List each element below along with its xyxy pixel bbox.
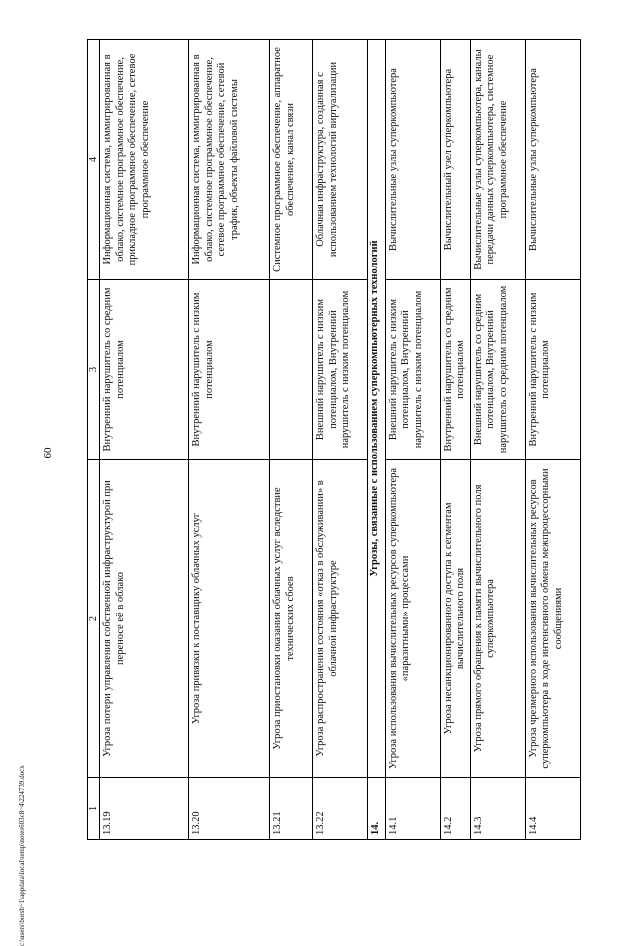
section-title: Угрозы, связанные с использованием суперкомпьютерных технологий [368,40,386,778]
header-col-1: 1 [88,778,100,840]
table-row [100,40,189,840]
table-row [440,40,470,840]
threat-number: 14.1 [385,778,440,840]
table-row [525,40,580,840]
intruder-source: Внутренний нарушитель с низким потенциалом [189,280,270,460]
intruder-source: Внешний нарушитель со средним потенциалом, Внутренний нарушитель со средним потенциалом [470,280,525,460]
threat-name: Угроза прямого обращения к памяти вычислительного поля суперкомпьютера [470,460,525,778]
threat-number: 13.22 [313,778,368,840]
threat-name: Угроза потери управления собственной инфраструктурой при переносе её в облако [100,460,189,778]
threat-name: Угроза использования вычислительных ресурсов суперкомпьютера «паразитными» процессами [385,460,440,778]
threat-name: Угроза распространения состояния «отказ в обслуживании» в облачной инфраструктуре [313,460,368,778]
impact-object: Системное программное обеспечение, аппаратное обеспечение, канал связи [270,40,313,280]
impact-object: Вычислительные узлы суперкомпьютера [385,40,440,280]
threat-table-container [87,0,583,905]
section-number: 14. [368,778,386,840]
section-row [368,40,386,840]
impact-object: Вычислительные узлы суперкомпьютера [525,40,580,280]
impact-object: Вычислительные узлы суперкомпьютера, каналы передачи данных суперкомпьютера, системное программное обеспечение [470,40,525,280]
table-row [270,40,313,840]
threat-name: Угроза приостановки оказания облачных услуг вследствие технических сбоев [270,460,313,778]
impact-object: Вычислительный узел суперкомпьютера [440,40,470,280]
intruder-source: Внешний нарушитель с низким потенциалом, Внутренний нарушитель с низким потенциалом [313,280,368,460]
intruder-source [270,280,313,460]
intruder-source: Внутренний нарушитель со средним потенциалом [440,280,470,460]
threat-name: Угроза чрезмерного использования вычислительных ресурсов суперкомпьютера в ходе интенсивного обмена межпроцессорными сообщениями [525,460,580,778]
header-col-2: 2 [88,460,100,778]
footer-file-path: c:\users\borsh~1\appdata\local\temp\notes603c8~4\224739.docx [18,765,26,946]
rotated-page-content [87,40,583,840]
threat-number: 14.4 [525,778,580,840]
impact-object: Информационная система, иммигрированная в облако, системное программное обеспечение, сетевое программное обеспечение, сетевой трафик, объекты файловой системы [189,40,270,280]
threat-table [87,39,581,840]
threat-number: 13.19 [100,778,189,840]
threat-number: 13.21 [270,778,313,840]
table-row [470,40,525,840]
impact-object: Облачная инфраструктура, созданная с использованием технологий виртуализации [313,40,368,280]
threat-number: 14.3 [470,778,525,840]
intruder-source: Внутренний нарушитель со средним потенциалом [100,280,189,460]
header-col-4: 4 [88,40,100,280]
header-col-3: 3 [88,280,100,460]
table-row [189,40,270,840]
table-row [385,40,440,840]
threat-name: Угроза несанкционированного доступа к сегментам вычислительного поля [440,460,470,778]
table-row [313,40,368,840]
intruder-source: Внутренний нарушитель с низким потенциалом [525,280,580,460]
threat-name: Угроза привязки к поставщику облачных услуг [189,460,270,778]
page-number: 60 [42,447,54,459]
intruder-source: Внешний нарушитель с низким потенциалом, Внутренний нарушитель с низким потенциалом [385,280,440,460]
table-header-row [88,40,100,840]
threat-number: 14.2 [440,778,470,840]
impact-object: Информационная система, иммигрированная в облако, системное программное обеспечение, прикладное программное обеспечение, сетевое программное обеспечение [100,40,189,280]
threat-number: 13.20 [189,778,270,840]
